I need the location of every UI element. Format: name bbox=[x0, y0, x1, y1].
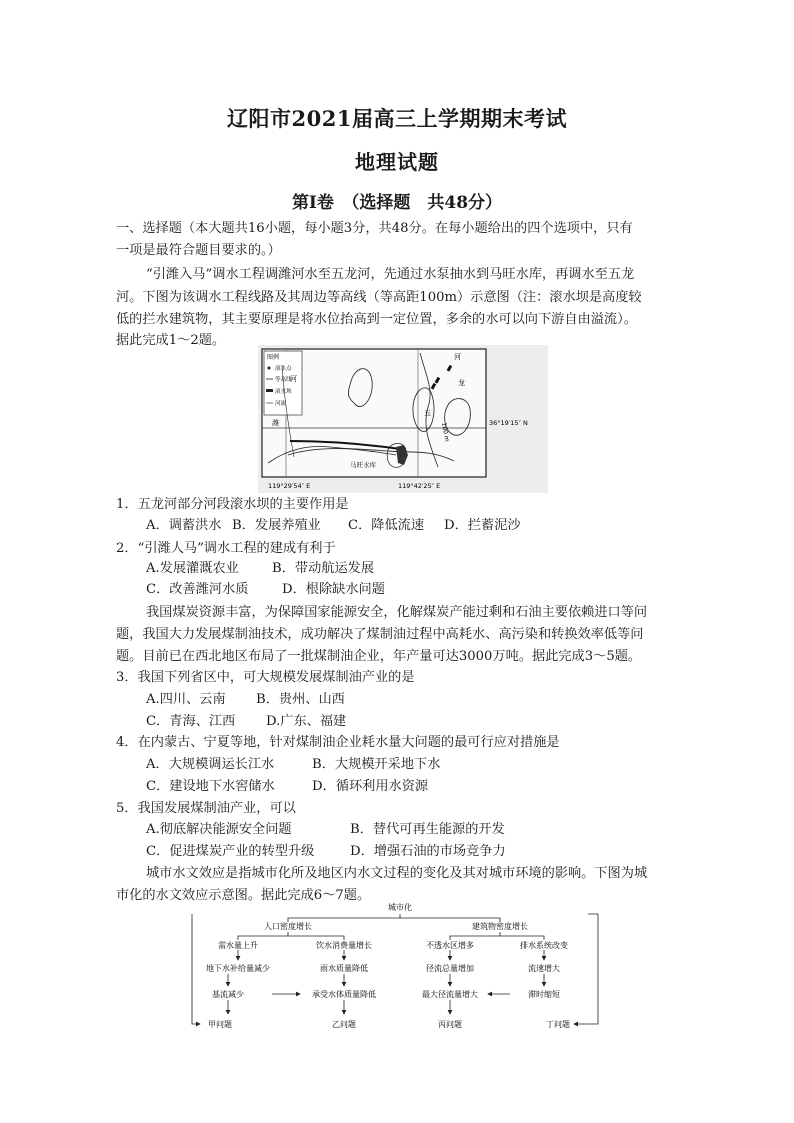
option-a[interactable]: A.彻底解决能源安全问题 bbox=[146, 822, 292, 837]
problem-label: 乙问题 bbox=[332, 1020, 356, 1029]
flow-node: 不透水区增多 bbox=[426, 941, 474, 950]
latitude-label: 36°19′15″ N bbox=[489, 419, 528, 427]
flow-node: 雨水质量降低 bbox=[320, 964, 368, 973]
option-b[interactable]: B．发展养殖业 bbox=[232, 518, 321, 533]
option-d[interactable]: D.广东、福建 bbox=[266, 714, 347, 729]
option-b[interactable]: B．大规模开采地下水 bbox=[312, 757, 441, 772]
option-c[interactable]: C．青海、江西 bbox=[146, 714, 236, 729]
reservoir-label: 马旺水库 bbox=[350, 461, 376, 469]
passage-line: 据此完成1～2题。 bbox=[116, 333, 226, 348]
question-options bbox=[146, 580, 385, 600]
problem-label: 丁问题 bbox=[546, 1020, 570, 1029]
option-d[interactable]: D．拦蓄泥沙 bbox=[444, 518, 521, 533]
flow-node: 最大径流量增大 bbox=[422, 990, 478, 999]
passage-line: 题，我国大力发展煤制油技术，成功解决了煤制油过程中高耗水、高污染和转换效率低等问 bbox=[116, 627, 644, 642]
passage-line: 我国煤炭资源丰富，为保障国家能源安全，化解煤炭产能过剩和石油主要依赖进口等问 bbox=[146, 605, 648, 620]
question-options bbox=[146, 820, 505, 840]
problem-label: 甲问题 bbox=[208, 1020, 232, 1029]
legend-title: 图例 bbox=[267, 354, 280, 361]
passage-line: 河。下图为该调水工程线路及其周边等高线（等高距100m）示意图（注：滚水坝是高度较 bbox=[116, 290, 642, 305]
river-label: 河 bbox=[290, 375, 297, 383]
legend-item: 河流 bbox=[275, 401, 287, 407]
passage-line: 市化的水文效应示意图。据此完成6～7题。 bbox=[116, 888, 371, 903]
option-c[interactable]: C．促进煤炭产业的转型升级 bbox=[146, 844, 315, 859]
question-options bbox=[146, 777, 428, 797]
subject-title: 地理试题 bbox=[355, 150, 439, 174]
longitude-label: 119°42′25″ E bbox=[398, 482, 441, 490]
question-options bbox=[146, 690, 345, 710]
passage-line: 城市水文效应是指城市化所及地区内水文过程的变化及其对城市环境的影响。下图为城 bbox=[146, 866, 648, 881]
contour-label: 100 m bbox=[440, 422, 451, 443]
flow-node: 滞时缩短 bbox=[528, 990, 560, 999]
flow-node: 基流减少 bbox=[212, 990, 244, 999]
flow-node: 径流总量增加 bbox=[426, 964, 474, 973]
option-a[interactable]: A．调蓄洪水 bbox=[146, 518, 222, 533]
instructions-line: 一、选择题（本大题共16小题，每小题3分，共48分。在每小题给出的四个选项中，只有 bbox=[116, 221, 633, 236]
flow-node: 流速增大 bbox=[528, 964, 560, 973]
option-d[interactable]: D．增强石油的市场竞争力 bbox=[350, 844, 506, 859]
option-a[interactable]: A.发展灌溉农业 bbox=[146, 561, 239, 576]
river-label: 河 bbox=[454, 353, 461, 361]
question-stem: 4．在内蒙古、宁夏等地，针对煤制油企业耗水量大问题的最可行应对措施是 bbox=[116, 735, 560, 750]
question-options bbox=[146, 712, 346, 732]
water-diversion-map bbox=[258, 345, 548, 493]
question-stem: 2．“引潍人马”调水工程的建成有利于 bbox=[116, 541, 336, 556]
passage-line: 低的拦水建筑物，其主要原理是将水位抬高到一定位置，多余的水可以向下游自由溢流）。 bbox=[116, 312, 637, 327]
passage-line: 题。目前已在西北地区布局了一批煤制油企业，年产量可达3000万吨。据此完成3～5题。 bbox=[116, 649, 642, 664]
flow-node: 饮水消费量增长 bbox=[316, 941, 372, 950]
flow-node: 排水系统改变 bbox=[520, 941, 568, 950]
question-options bbox=[146, 842, 506, 862]
option-d[interactable]: D．根除缺水问题 bbox=[282, 582, 385, 597]
flow-node: 承受水体质量降低 bbox=[312, 990, 376, 999]
river-label: 五 bbox=[424, 409, 431, 417]
legend-item: 滚水点 bbox=[275, 366, 292, 372]
question-options bbox=[146, 516, 521, 536]
flow-node: 需水量上升 bbox=[218, 941, 258, 950]
option-d[interactable]: D．循环利用水资源 bbox=[312, 779, 429, 794]
option-c[interactable]: C．改善潍河水质 bbox=[146, 582, 249, 597]
flow-node: 地下水补给量减少 bbox=[206, 964, 270, 973]
instructions-line: 一项是最符合题目要求的。） bbox=[116, 243, 281, 258]
option-b[interactable]: B．贵州、山西 bbox=[256, 692, 345, 707]
option-a[interactable]: A.四川、云南 bbox=[146, 692, 226, 707]
option-a[interactable]: A．大规模调运长江水 bbox=[146, 757, 275, 772]
option-c[interactable]: C．建设地下水窖储水 bbox=[146, 779, 275, 794]
exam-title: 辽阳市2021届高三上学期期末考试 bbox=[227, 106, 567, 131]
question-options bbox=[146, 559, 374, 579]
legend-item: 等高线 bbox=[275, 377, 292, 383]
question-stem: 3．我国下列省区中，可大规模发展煤制油产业的是 bbox=[116, 670, 415, 685]
question-stem: 1．五龙河部分河段滚水坝的主要作用是 bbox=[116, 497, 349, 512]
question-options bbox=[146, 755, 440, 775]
legend-item: 滚水坝 bbox=[275, 389, 292, 395]
flow-node: 人口密度增长 bbox=[264, 922, 312, 931]
urban-hydrology-diagram bbox=[188, 900, 612, 1032]
flow-node: 建筑物密度增长 bbox=[472, 922, 528, 931]
problem-label: 丙问题 bbox=[438, 1020, 462, 1029]
river-label: 龙 bbox=[458, 379, 465, 387]
option-c[interactable]: C．降低流速 bbox=[348, 518, 425, 533]
option-b[interactable]: B．带动航运发展 bbox=[272, 561, 375, 576]
option-b[interactable]: B．替代可再生能源的开发 bbox=[350, 822, 505, 837]
flow-node-root: 城市化 bbox=[388, 903, 412, 912]
passage-line: “引潍入马”调水工程调潍河水至五龙河，先通过水泵抽水到马旺水库，再调水至五龙 bbox=[146, 267, 635, 282]
longitude-label: 119°29′54″ E bbox=[268, 482, 311, 490]
section-title: 第Ⅰ卷 （选择题 共48分） bbox=[291, 193, 503, 213]
question-stem: 5．我国发展煤制油产业，可以 bbox=[116, 801, 296, 816]
river-label: 潍 bbox=[272, 419, 279, 427]
